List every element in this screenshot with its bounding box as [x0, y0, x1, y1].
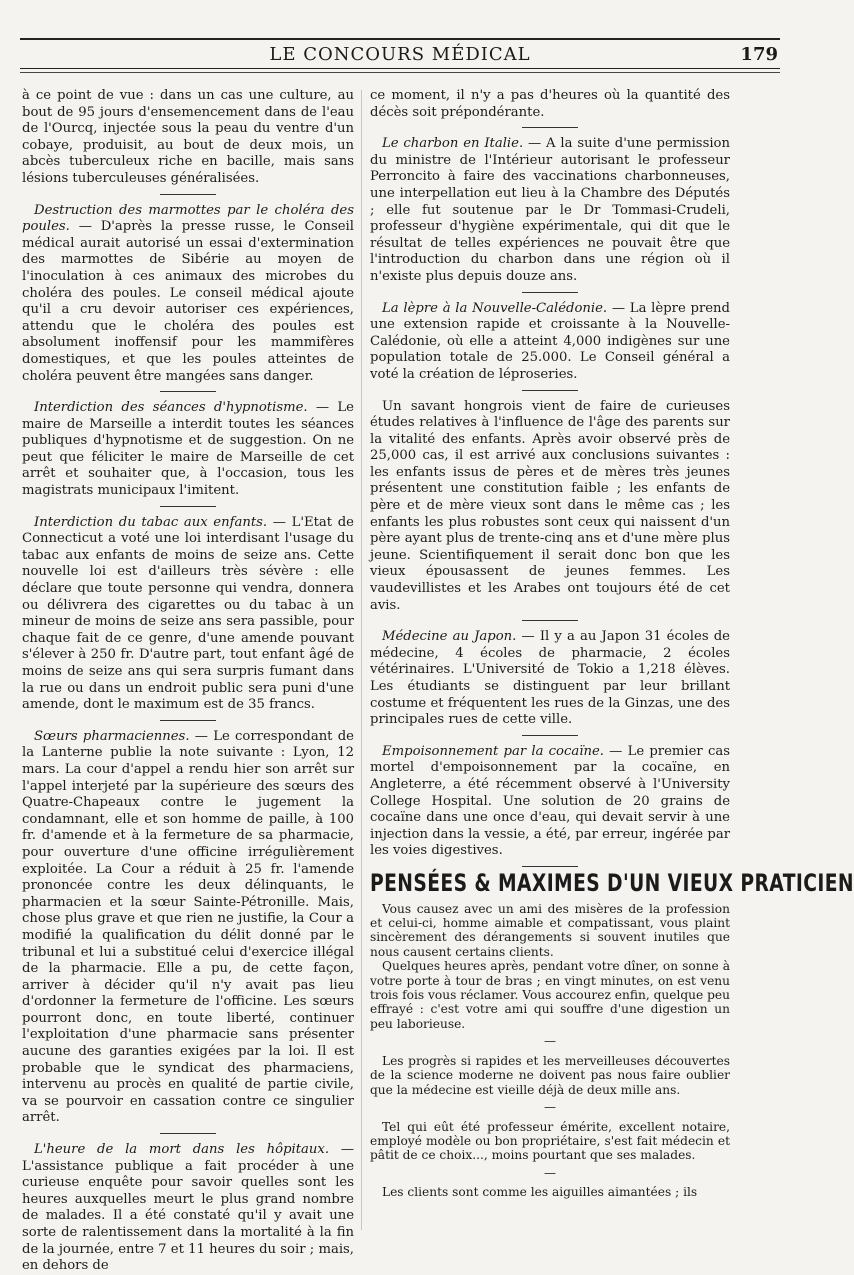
article-body: — Il y a au Japon 31 écoles de médecine, 4 écoles de pharmacie, 2 écoles vétérinaires. L'Université de Tokio a 1,218 élèves. Les étudiants se distinguent par leur brillant costume et fréquentent les rues de la Ginzas, une des principales rues de cette ville. — [370, 629, 730, 728]
article-body: — A la suite d'une permission du ministre de l'Intérieur autorisant le professeur Perroncito à faire des vaccinations charbonneuses, une interpellation eut lieu à la Chambre des Députés ; elle fut soutenue par le Dr Tommasi-Crudeli, professeur d'hygiène expérimentale, qui dit que le résultat de telles expériences ne pouvait être que l'introduction du charbon dans une région où il n'existe plus depuis douze ans. — [370, 136, 730, 284]
article-body: — La lèpre prend une extension rapide et croissante à la Nouvelle-Calédonie, où elle a atteint 4,000 indigènes sur une population totale de 25.000. Le Conseil général a voté la création de léproseries. — [370, 300, 730, 382]
article-hypnotisme — [22, 400, 354, 500]
article-body: — L'Etat de Connecticut a voté une loi interdisant l'usage du tabac aux enfants de moins de seize ans. Cette nouvelle loi est d'ailleurs très sévère : elle déclare que toute personne qui vendra, donnera ou délivrera des cigarettes ou du tabac à un mineur de moins de seize ans sera passible, pour chaque fait de ce genre, d'une amende pouvant s'élever à 250 fr. D'autre part, tout enfant âgé de moins de seize ans qui sera surpris fumant dans la rue ou dans un endroit public sera puni d'une amende, dont le maximum est de 35 francs. — [22, 514, 354, 713]
left-intro-paragraph: à ce point de vue : dans un cas une culture, au bout de 95 jours d'ensemencement dans de l'eau de l'Ourcq, injectée sous la peau du ventre d'un cobaye, produisit, au bout de deux mois, un abcès tuberculeux riche en bacille, mais sans lésions tuberculeuses généralisées. — [22, 88, 354, 186]
left-column — [22, 88, 354, 1275]
article-title: L'heure de la mort dans les hôpitaux. — [34, 1142, 330, 1158]
maxim-paragraph: Quelques heures après, pendant votre dîner, on sonne à votre porte à tour de bras ; en vingt minutes, on est venu trois fois vous réclamer. Vous accourez enfin, quelque peu effrayé : c'est votre ami qui souffre d'une digestion un peu laborieuse. — [370, 959, 730, 1031]
article-body: — D'après la presse russe, le Conseil médical aurait autorisé un essai d'extermination des marmottes de Sibérie au moyen de l'inoculation à ces animaux des microbes du choléra des poules. Le conseil médical ajoute qu'il a cru devoir autoriser ces expériences, attendu que le choléra des poules est absolument inoffensif pour les mammifères domestiques, et que les poules atteintes de choléra peuvent être mangées sans danger. — [22, 219, 354, 384]
maxim-paragraph: Tel qui eût été professeur émérite, excellent notaire, employé modèle ou bon propriétaire, s'est fait médecin et pâtit de ce choix..., moins pourtant que ses malades. — [370, 1119, 730, 1163]
article-separator — [522, 866, 578, 867]
article-title: Destruction des marmottes par le choléra des poules. — [22, 202, 354, 235]
running-title: LE CONCOURS MÉDICAL — [269, 44, 531, 65]
article-separator — [522, 127, 578, 128]
maxim-paragraph: Les clients sont comme les aiguilles aimantées ; ils — [382, 1185, 698, 1200]
article-separator — [522, 735, 578, 736]
header-bottom-rule — [20, 68, 780, 69]
article-body: — L'assistance publique a fait procéder à une curieuse enquête pour savoir quelles sont les heures auxquelles meurt le plus grand nombre de malades. Il a été constaté qu'il y avait une sorte de ralentissement dans la mortalité à la fin de la journée, entre 7 et 11 heures du soir ; mais, en dehors de — [22, 1142, 354, 1274]
article-charbon-italie — [370, 136, 730, 285]
column-divider — [361, 90, 362, 1230]
article-title: Le charbon en Italie. — [382, 136, 524, 152]
header-bottom-rule-secondary — [20, 72, 780, 73]
article-body: — Le correspondant de la Lanterne publie la note suivante : Lyon, 12 mars. La cour d'appel a rendu hier son arrêt sur l'appel interjeté par la supérieure des sœurs des Quatre-Chapeaux contre le jugement la condamnant, elle et son homme de paille, à 100 fr. d'amende et à la fermeture de sa pharmacie, pour ouverture d'une officine irrégulièrement exploitée. La Cour a réduit à 25 fr. l'amende prononcée contre les deux délinquants, le pharmacien et la sœur Sainte-Pétronille. Mais, chose plus grave et que rien ne justifie, la Cour a modifié la qualification du délit donné par le tribunal et lui a substitué celui d'exercice illégal de la pharmacie. Elle a pu, de cette façon, arriver à décider qu'il n'y avait pas lieu d'ordonner la fermeture de l'officine. Les sœurs pourront donc, en toute liberté, continuer l'exploitation d'une pharmacie sans présenter aucune des garanties exigées par la loi. Il est probable que le syndicat des pharmaciens, intervenu au procès en qualité de partie civile, va se pourvoir en cassation contre ce singulier arrêt. — [22, 728, 354, 1126]
article-marmottes — [22, 203, 354, 386]
section-heading: PENSÉES & MAXIMES D'UN VIEUX PRATICIEN — [370, 868, 854, 897]
right-continuation-paragraph: ce moment, il n'y a pas d'heures où la quantité des décès soit prépondérante. — [370, 88, 730, 120]
maxim-separator: — — [544, 1034, 556, 1049]
article-body: — Le maire de Marseille a interdit toutes les séances publiques d'hypnotisme et de suggestion. On ne peut que féliciter le maire de Marseille de cet arrêt et souhaiter que, à l'occasion, tous les magistrats municipaux l'imitent. — [22, 400, 354, 499]
right-column — [370, 88, 854, 1200]
article-separator — [160, 1133, 216, 1134]
article-body: Un savant hongrois vient de faire de curieuses études relatives à l'influence de l'âge des parents sur la vitalité des enfants. Après avoir observé près de 25,000 cas, il est arrivé aux conclusions suivantes : les enfants issus de pères et de mères très jeunes présentent une constitution faible ; les enfants de père et de mère vieux sont dans le même cas ; les enfants les plus robustes sont ceux qui naissent d'un père ayant plus de trente-cinq ans et d'une mère plus jeune. Scientifiquement il serait donc bon que les vieux épousassent de jeunes femmes. Les vaudevillistes et les Arabes ont toujours été de cet avis. — [370, 398, 730, 613]
article-heure-mort — [22, 1142, 354, 1275]
article-title: Interdiction du tabac aux enfants. — [34, 514, 268, 530]
article-body: — Le premier cas mortel d'empoisonnement par la cocaïne, en Angleterre, a été récemment observé à l'University College Hospital. Une solution de 20 grains de cocaïne dans une once d'eau, qui devait servir à une injection dans la vessie, a été, par erreur, ingérée par les voies digestives. — [370, 743, 730, 859]
article-savant-hongrois — [370, 399, 730, 615]
article-lepre — [370, 301, 730, 384]
article-separator — [522, 292, 578, 293]
maxim-paragraph: Vous causez avec un ami des misères de la profession et celui-ci, homme aimable et compatissant, vous plaint sincèrement des dérangements si souvent inutiles que nous causent certains clients. — [370, 901, 730, 959]
maxim-separator: — — [544, 1165, 556, 1180]
article-separator — [522, 390, 578, 391]
article-title: Sœurs pharmaciennes. — [34, 728, 190, 744]
article-title: La lèpre à la Nouvelle-Calédonie. — [382, 300, 608, 316]
article-tabac — [22, 515, 354, 714]
page-number: 179 — [740, 44, 778, 65]
article-title: Interdiction des séances d'hypnotisme. — [34, 400, 308, 416]
article-medecine-japon — [370, 629, 730, 729]
article-title: Empoisonnement par la cocaïne. — [382, 743, 604, 759]
article-separator — [160, 391, 216, 392]
maxim-separator: — — [544, 1100, 556, 1114]
article-separator — [160, 720, 216, 721]
article-separator — [522, 620, 578, 621]
article-title: Médecine au Japon. — [382, 629, 517, 645]
pensees-section — [370, 868, 854, 1200]
article-cocaine — [370, 744, 730, 860]
article-soeurs-pharmaciennes — [22, 729, 354, 1127]
maxim-paragraph: Les progrès si rapides et les merveilleuses découvertes de la science moderne ne doivent pas nous faire oublier que la médecine est vieille déjà de deux mille ans. — [370, 1053, 730, 1097]
header-top-rule — [20, 38, 780, 40]
article-separator — [160, 506, 216, 507]
article-separator — [160, 194, 216, 195]
